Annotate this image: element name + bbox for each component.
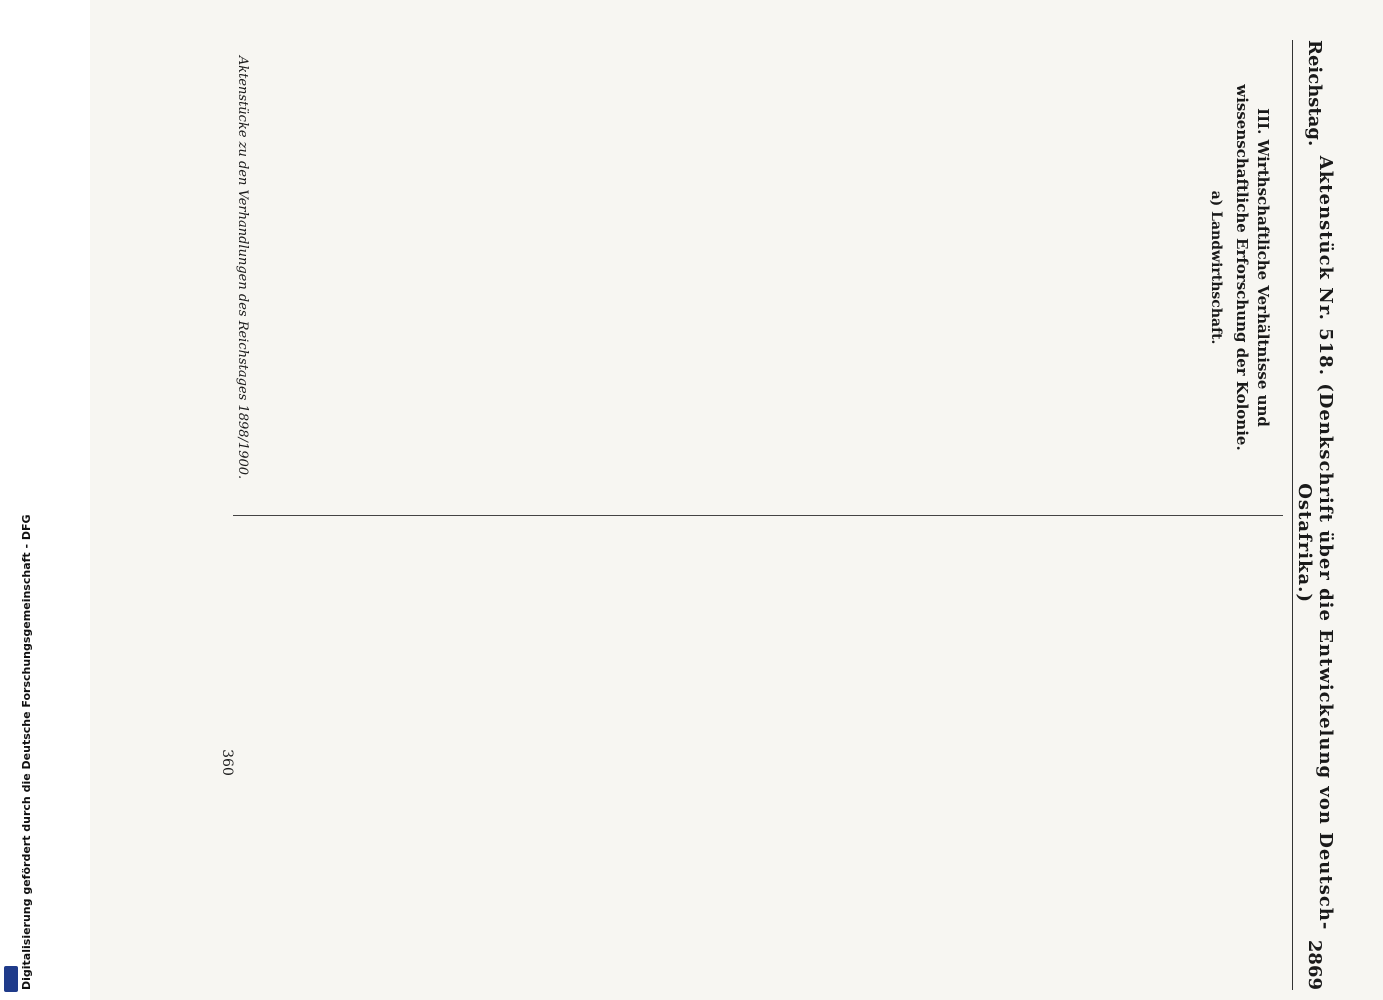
left-column — [233, 40, 1283, 495]
bottom-page-number: 360 — [219, 749, 235, 776]
header-title: Aktenstück Nr. 518. (Denkschrift über die Entwickelung von Deutsch-Ostafrika.) — [1294, 155, 1336, 931]
header-left: Reichstag. — [1304, 40, 1326, 147]
digitization-note — [0, 0, 33, 1000]
page-header — [1295, 40, 1335, 990]
column-divider — [233, 515, 1283, 516]
subsection-title: a) Landwirthschaft. — [1208, 190, 1224, 345]
header-rule — [1292, 40, 1293, 990]
right-column — [233, 535, 1283, 990]
header-page-number: 2869 — [1304, 939, 1326, 990]
section-title: III. Wirthschaftliche Verhältnisse und wissenschaftliche Erforschung der Kolonie. — [1233, 84, 1272, 451]
page-footer: Aktenstücke zu den Verhandlungen des Reichstages 1898/1900. — [235, 55, 250, 480]
dfg-logo — [4, 966, 18, 992]
digitization-note-text: Digitalisierung gefördert durch die Deutsche Forschungsgemeinschaft - DFG — [20, 514, 33, 990]
page-content — [135, 40, 1335, 990]
scanned-page — [90, 0, 1383, 1000]
